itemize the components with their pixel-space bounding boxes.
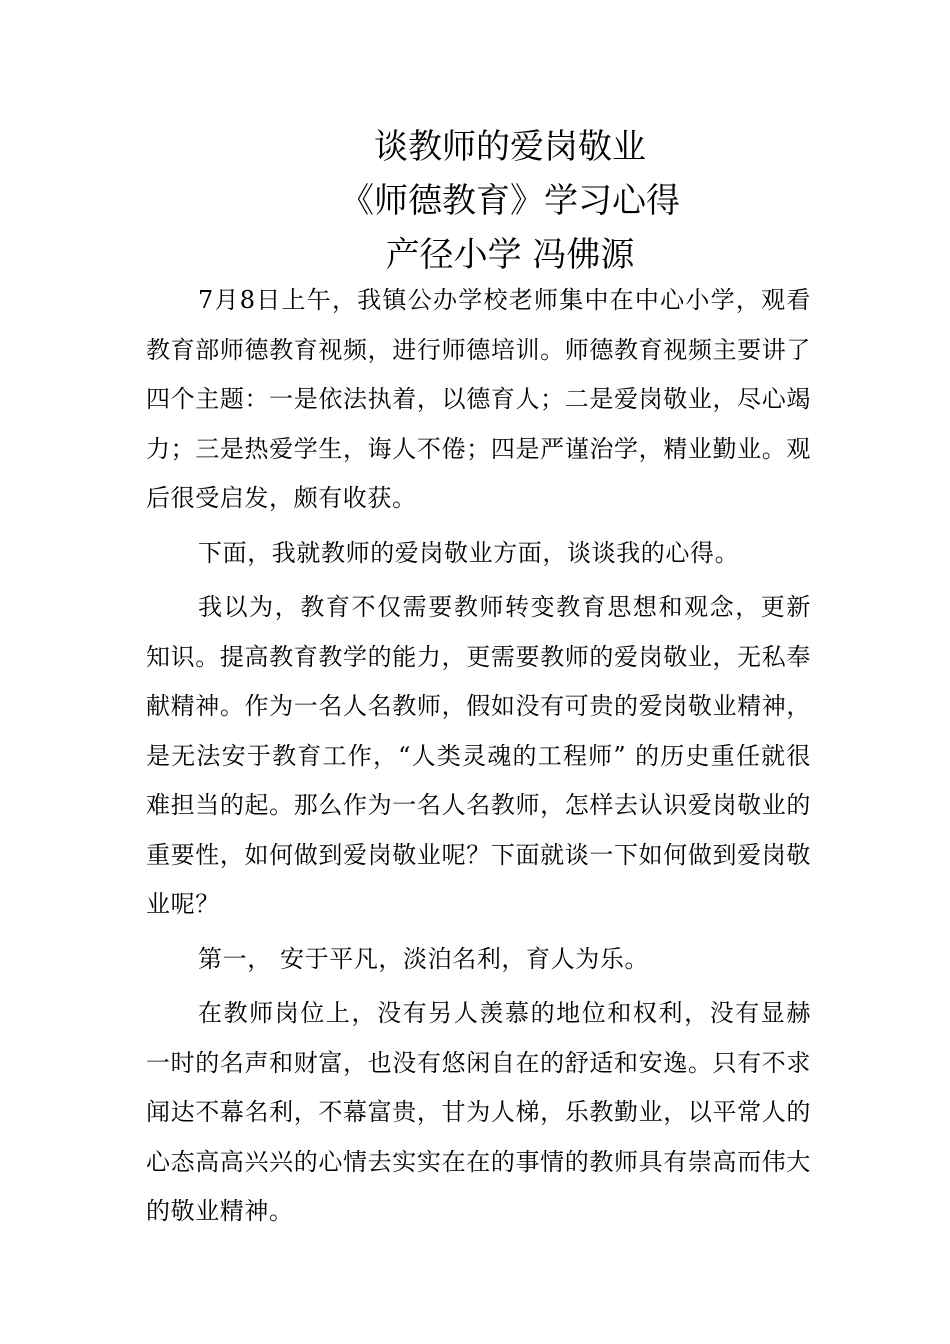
title-block bbox=[0, 120, 950, 282]
paragraph-first-point: 在教师岗位上，没有另人羡慕的地位和权利，没有显赫一时的名声和财富，也没有悠闲自在的舒适和安逸。只有不求闻达不幕名利，不幕富贵，甘为人梯，乐教勤业，以平常人的心态高高兴兴的心情去实实在在的事情的教师具有崇高而伟大的敬业精神。 bbox=[146, 999, 811, 1225]
author-line: 产径小学 冯佛源 bbox=[385, 235, 635, 275]
main-title: 谈教师的爱岗敬业 bbox=[374, 127, 646, 167]
subtitle: 《师德教育》学习心得 bbox=[340, 181, 680, 221]
paragraph-intro: 7月8日上午，我镇公办学校老师集中在中心小学，观看教育部师德教育视频，进行师德培训。师德教育视频主要讲了四个主题：一是依法执着，以德育人；二是爱岗敬业，尽心竭力；三是热爱学生，诲人不倦；四是严谨治学，精业勤业。观后很受启发，颇有收获。 bbox=[146, 286, 811, 512]
paragraph-opinion: 我以为，教育不仅需要教师转变教育思想和观念，更新知识。提高教育教学的能力，更需要教师的爱岗敬业，无私奉献精神。作为一名人名教师，假如没有可贵的爱岗敬业精神，是无法安于教育工作，“人类灵魂的工程师” 的历史重任就很难担当的起。那么作为一名人名教师，怎样去认识爱岗敬业的重要性，如何做到爱岗敬业呢？下面就谈一下如何做到爱岗敬业呢？ bbox=[146, 593, 811, 918]
section-heading-first: 第一， 安于平凡，淡泊名利，育人为乐。 bbox=[198, 944, 650, 973]
paragraph-topic: 下面，我就教师的爱岗敬业方面，谈谈我的心得。 bbox=[198, 538, 740, 567]
document-body bbox=[146, 276, 811, 1242]
